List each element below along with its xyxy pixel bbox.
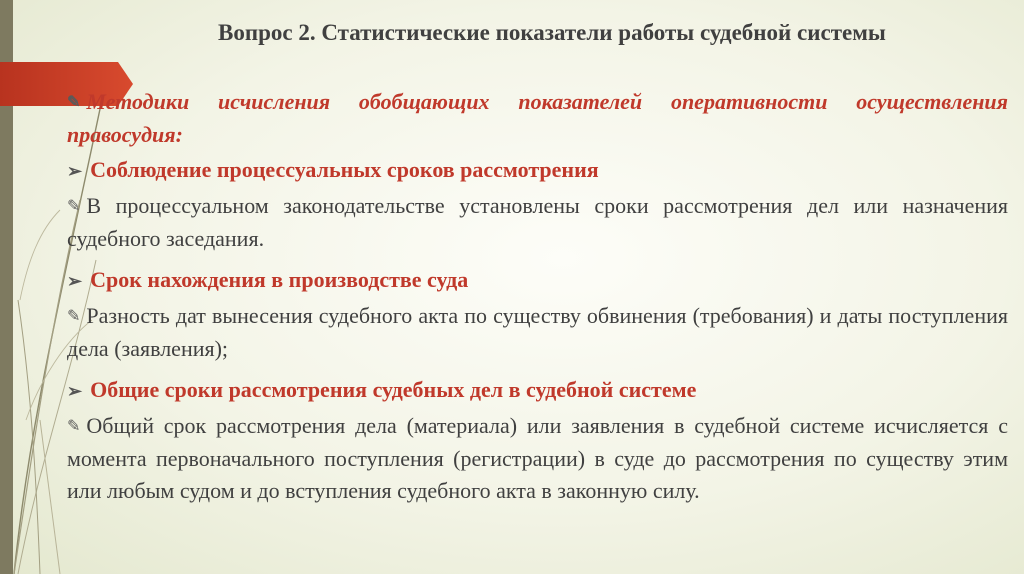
section-title [67,86,1008,151]
item-heading-1 [67,155,1008,186]
slide-title: Вопрос 2. Статистические показатели работы судебной системы [218,20,886,45]
bullet-arrow-icon: ➢ [67,381,83,401]
item-heading-text: Соблюдение процессуальных сроков рассмотрения [90,157,599,182]
bullet-pencil-icon: ✎ [67,308,81,325]
item-text-2 [67,300,1008,365]
bullet-arrow-icon: ➢ [67,161,83,181]
item-text-1 [67,190,1008,255]
item-heading-3 [67,375,1008,406]
bullet-pencil-icon: ✎ [67,418,81,435]
bullet-arrow-icon: ➢ [67,271,83,291]
item-heading-text: Общие сроки рассмотрения судебных дел в судебной системе [90,377,697,402]
bullet-pencil-icon: ✎ [67,94,81,111]
item-body-text: Разность дат вынесения судебного акта по существу обвинения (требования) и даты поступления дела (заявления); [67,303,1008,361]
item-heading-2 [67,265,1008,296]
item-heading-text: Срок нахождения в производстве суда [90,267,469,292]
item-body-text: В процессуальном законодательстве установлены сроки рассмотрения дел или назначения судебного заседания. [67,193,1008,251]
item-text-3 [67,410,1008,507]
item-body-text: Общий срок рассмотрения дела (материала) или заявления в судебной системе исчисляется с момента первоначального поступления (регистрации) в суде до рассмотрения по существу этим или любым судом и до вступления судебного акта в законную силу. [67,413,1008,503]
slide-content [67,86,1008,507]
bullet-pencil-icon: ✎ [67,198,81,215]
section-title-text: Методики исчисления обобщающих показателей оперативности осуществления правосудия: [67,89,1008,147]
